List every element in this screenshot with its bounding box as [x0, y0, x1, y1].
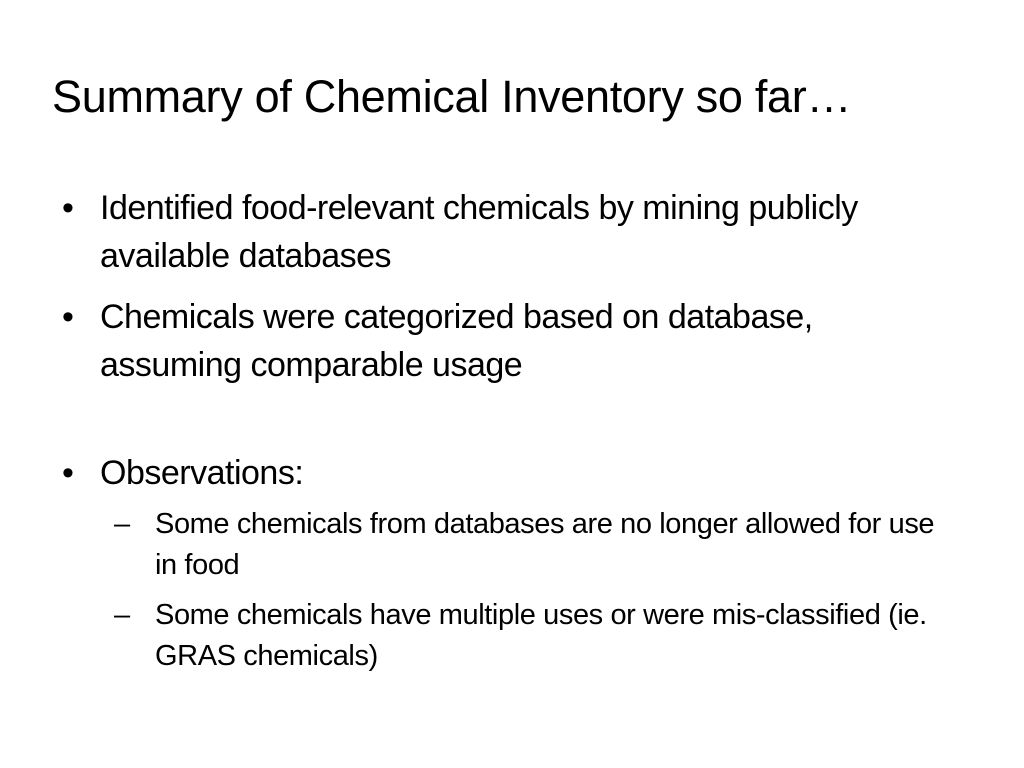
dash-icon: – — [114, 508, 130, 540]
sub-bullet-list — [100, 504, 962, 677]
sub-bullet-text: Some chemicals have multiple uses or were mis-classified (ie. GRAS chemicals) — [155, 599, 927, 672]
bullet-text: Observations: — [100, 454, 304, 492]
bullet-text: Chemicals were categorized based on database, assuming comparable usage — [100, 298, 813, 384]
sub-bullet-item-multiple-uses — [110, 595, 962, 677]
sub-bullet-item-no-longer-allowed — [110, 504, 962, 586]
slide-title: Summary of Chemical Inventory so far… — [52, 71, 852, 122]
bullet-item-identified — [62, 184, 962, 280]
bullet-icon: • — [62, 454, 74, 492]
bullet-item-categorized — [62, 293, 962, 389]
sub-bullet-text: Some chemicals from databases are no longer allowed for use in food — [155, 508, 935, 581]
bullet-list — [62, 184, 962, 677]
bullet-icon: • — [62, 189, 74, 227]
bullet-item-observations — [62, 449, 962, 677]
dash-icon: – — [114, 599, 130, 631]
bullet-icon: • — [62, 298, 74, 336]
bullet-text: Identified food-relevant chemicals by mining publicly available databases — [100, 189, 858, 275]
